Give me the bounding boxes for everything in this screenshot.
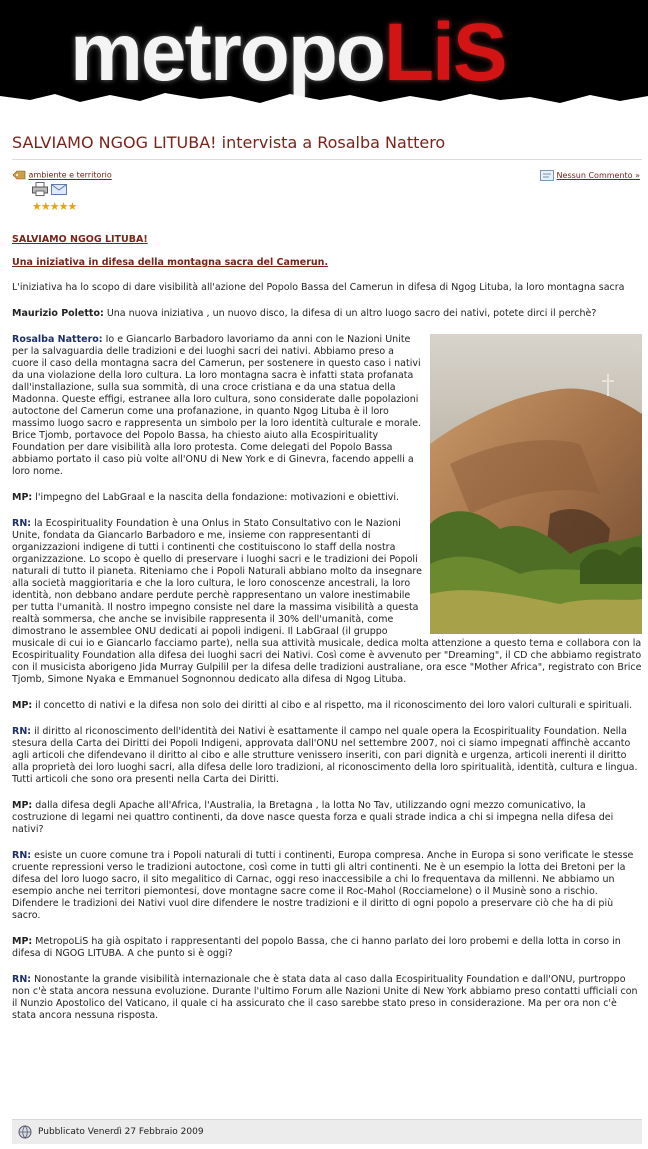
article-tools [32,182,67,198]
globe-icon [18,1125,32,1139]
heading-save: SALVIAMO NGOG LITUBA! [12,234,148,245]
article-meta [12,168,642,220]
question-4: MP: dalla difesa degli Apache all'Africa, l'Australia, la Bretagna , la lotta No Tav, utilizzando ogni mezzo comunicativo, la costruzione di legami nei quattro continenti, da dove nasce questa forza e quali strade indica a chi si impegna nella difesa dei nativi? [12,800,614,835]
speaker-label: MP: [12,800,33,811]
heading-initiative: Una iniziativa in difesa della montagna sacra del Camerun. [12,257,329,268]
speaker-label: MP: [12,492,33,503]
speaker-label: RN: [12,850,32,861]
mountain-photo [430,334,642,634]
speaker-label: Maurizio Poletto: [12,308,104,319]
article-title[interactable]: SALVIAMO NGOG LITUBA! intervista a Rosalba Nattero [12,132,642,160]
speaker-label: MP: [12,936,33,947]
star-icon: ★ [67,200,77,213]
speaker-label: MP: [12,700,33,711]
speaker-label: RN: [12,726,32,737]
rating-stars[interactable] [32,200,76,213]
comment-icon [540,170,554,181]
mountain-image [430,334,642,634]
speaker-label: RN: [12,974,32,985]
category-link[interactable]: ambiente e territorio [28,170,112,180]
article-footer [12,1119,642,1144]
site-header [0,0,648,110]
comments-row [540,170,640,181]
star-icon: ★ [49,200,59,213]
article [12,132,642,1022]
question-2: MP: l'impegno del LabGraal e la nascita della fondazione: motivazioni e obiettivi. [12,492,400,503]
answer-2: RN: la Ecospirituality Foundation è una Onlus in Stato Consultativo con le Nazioni Unite, fondata da Giancarlo Barbadoro e me, insieme con rappresentanti di organizzazioni indigene di tutti i continenti che costituiscono lo staff della nostra organizzazione. Lo scopo è quello di preservare i luoghi sacri e le tradizioni dei Popoli naturali di tutto il pianeta. Riteniamo che i Popoli Naturali abbiano molto da insegnare alla società maggioritaria e che la loro cultura, le loro conoscenze ancestrali, la loro identità, non debbano andare perdute perchè rappresentano un valore inestimabile per tutta l'umanità. Il nostro impegno consiste nel dare la massima visibilità a questa realtà sommersa, che anche se invisibile rappresenta il 30% dell'umanità, come dimostrano le assemblee ONU dedicati ai popoli indigeni. Il LabGraal (il gruppo musicale di cui io e Giancarlo facciamo parte), nella sua attività musicale, dedica molta attenzione a questo tema e collabora con la Ecospirituality Foundation alla difesa dei luoghi sacri dei Nativi. Così come è avvenuto per "Dreaming", il CD che abbiamo registrato con il musicista aborigeno Jida Murray Gulpilil per la difesa delle tradizioni australiane, ora esce "Mother Africa", registrato con Brice Tjomb, Simone Nyaka e Emmanuel Sognonnou dedicato alla difesa di Ngog Lituba. [12,518,642,685]
site-logo[interactable]: metropoLiS [70,7,506,98]
speaker-label: RN: [12,518,32,529]
answer-4: RN: esiste un cuore comune tra i Popoli naturali di tutti i continenti, Europa compresa. Anche in Europa si sono verificate le stesse cruente repressioni verso le tradizioni autoctone, così come in tutti gli altri continenti. Ne è un esempio la lotta dei Bretoni per la difesa del loro luogo sacro, il sito megalitico di Carnac, oggi reso inaccessibile a chi lo frequentava da millenni. Ne abbiamo un esempio anche nei territori piemontesi, dove montagne sacre come il Roc-Mahol (Rocciamelone) o il Musinè sono a rischio. Difendere le tradizioni dei Nativi vuol dire difendere le nostre tradizioni e il diritto di ogni popolo a preservare ciò che ha di più sacro. [12,850,634,921]
category-row [12,170,112,180]
intro-paragraph: L'iniziativa ha lo scopo di dare visibilità all'azione del Popolo Bassa del Camerun in difesa di Ngog Lituba, la loro montagna sacra [12,282,625,293]
email-icon[interactable] [51,182,67,196]
print-icon[interactable] [32,182,48,196]
tag-icon [12,170,26,180]
star-icon: ★ [58,200,68,213]
speaker-label: Rosalba Nattero: [12,334,103,345]
answer-3: RN: il diritto al riconoscimento dell'identità dei Nativi è esattamente il campo nel quale opera la Ecospirituality Foundation. Nella stesura della Carta dei Diritti dei Popoli Indigeni, approvata dall'ONU nel settembre 2007, noi ci siamo impegnati affinchè accanto agli articoli che difendevano il diritto al cibo e alle strutture venissero inseriti, con pari dignità e urgenza, articoli inerenti il diritto alla proprietà dei loro luoghi sacri, alla difesa delle loro tradizioni, al riconoscimento della loro spiritualità, identità, cultura e lingua. Tutti articoli che sono ora presenti nella Carta dei Diritti. [12,726,638,785]
question-3: MP: il concetto di nativi e la difesa non solo dei diritti al cibo e al rispetto, ma il riconoscimento dei loro valori culturali e spirituali. [12,700,633,711]
question-1: Maurizio Poletto: Una nuova iniziativa , un nuovo disco, la difesa di un altro luogo sacro dei nativi, potete dirci il perchè? [12,308,597,319]
comments-link[interactable]: Nessun Commento » [556,171,640,180]
answer-1: Rosalba Nattero: Io e Giancarlo Barbadoro lavoriamo da anni con le Nazioni Unite per la salvaguardia delle tradizioni e dei luoghi sacri dei nativi. Abbiamo preso a cuore il caso della montagna sacra del Camerun, per sostenere in questo caso i nativi da una violazione della loro cultura. La loro montagna sacra è infatti stata profanata dall'installazione, sulla sua sommità, di una croce cristiana e da una statua della Madonna. Queste effigi, estranee alla loro cultura, sono considerate dalle popolazioni autoctone del Camerun come una profanazione, in quanto Ngog Lituba è il loro massimo luogo sacro e rappresenta un simbolo per la loro identità culturale e morale. Brice Tjomb, portavoce del Popolo Bassa, ha chiesto aiuto alla Ecospirituality Foundation per dare visibilità alla loro protesta. Come delegati del Popolo Bassa abbiamo portato il caso più volte all'ONU di New York e di Ginevra, facendo appelli a loro nome. [12,334,422,477]
star-icon: ★ [40,200,50,213]
question-5: MP: MetropoLiS ha già ospitato i rappresentanti del popolo Bassa, che ci hanno parlato dei loro probemi e della lotta in corso in difesa di NGOG LITUBA. A che punto si è oggi? [12,936,621,959]
torn-paper-edge [0,86,648,110]
published-date: Pubblicato Venerdì 27 Febbraio 2009 [38,1127,204,1137]
star-icon: ★ [32,200,41,213]
answer-5: RN: Nonostante la grande visibilità internazionale che è stata data al caso dalla Ecospirituality Foundation e dall'ONU, purtroppo non c'è stata ancora nessuna evoluzione. Durante l'ultimo Forum alle Nazioni Unite di New York abbiamo preso contatti ufficiali con il Nunzio Apostolico del Vaticano, il quale ci ha assicurato che il caso sarebbe stato preso in considerazione. Ma per ora non c'è stata ancora nessuna risposta. [12,974,638,1021]
